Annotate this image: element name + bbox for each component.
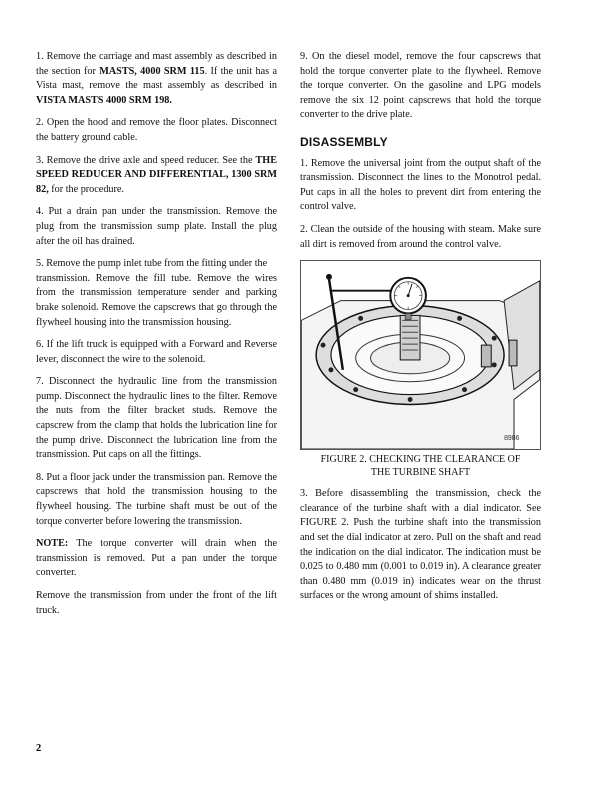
step-7-paragraph: 7. Disconnect the hydraulic line from the transmission pump. Disconnect the hydraulic lines to the filter. Remove the nuts from the filter bracket studs. Remove the capscrew from the clamp that holds the lubrication line for the pump drive. Disconnect the lubrication line from the transmission. Put caps on all the fittings.: [36, 376, 277, 461]
note-text: The torque converter will drain when the transmission is removed. Put a pan under the torque converter.: [36, 538, 277, 579]
disassembly-heading: DISASSEMBLY: [300, 134, 388, 149]
step-1-text-cont: . If the unit has a Vista mast, remove the mast assembly as described in: [36, 65, 277, 92]
step-8-paragraph: 8. Put a floor jack under the transmission pan. Remove the capscrews that hold the transmission housing to the flywheel housing. The turbine shaft must be out of the torque converter before lowering the transmission.: [36, 471, 277, 527]
step-3-text: 3. Remove the drive axle and speed reducer. See the: [36, 154, 256, 166]
step-9-paragraph: 9. On the diesel model, remove the four capscrews that hold the torque converter plate to the flywheel. Remove the torque converter. On the gasoline and LPG models remove the six 12 point capscrews that hold the torque converter to the drive plate.: [300, 51, 541, 121]
step-3-reference: THE SPEED REDUCER AND DIFFERENTIAL, 1300 SRM 82,: [36, 154, 277, 195]
dial-indicator-drawing: [301, 261, 540, 449]
note-paragraph: [36, 537, 277, 581]
right-column: [300, 50, 541, 612]
disassembly-step-3: 3. Before disassembling the transmission, check the clearance of the turbine shaft with a dial indicator. See FIGURE 2. Push the turbine shaft into the transmission and set the dial indicator at zero. Pull on the shaft and read the indication on the dial indicator. The indication must be 0.025 to 0.480 mm (0.001 to 0.019 in). A clearance greater than 0.480 mm (0.019 in) indicates wear on the thrust surfaces or the wrong amount of shims installed.: [300, 488, 541, 602]
figure-id-label: 8986: [504, 435, 520, 443]
step-3-paragraph: [36, 154, 277, 198]
step-2-paragraph: 2. Open the hood and remove the floor plates. Disconnect the battery ground cable.: [36, 117, 277, 143]
figure-2-caption: [300, 454, 541, 479]
final-step-paragraph: Remove the transmission from under the front of the lift truck.: [36, 590, 277, 616]
figure-2-illustration: [300, 260, 541, 450]
left-column: [36, 50, 277, 626]
note-label: NOTE:: [36, 538, 69, 550]
step-3-text-cont: for the procedure.: [48, 183, 124, 195]
step-5-paragraph: [36, 257, 277, 330]
step-1-reference-masts: MASTS, 4000 SRM 115: [99, 65, 205, 77]
step-1-text: 1. Remove the carriage and mast assembly as described in the section for: [36, 51, 277, 77]
step-4-paragraph: 4. Put a drain pan under the transmission. Remove the plug from the transmission sump plate. Install the plug after the oil has drained.: [36, 206, 277, 247]
step-1-reference-vista: VISTA MASTS 4000 SRM 198.: [36, 94, 172, 106]
figure-caption-line-1: FIGURE 2. CHECKING THE CLEARANCE OF: [320, 454, 521, 466]
disassembly-step-1: 1. Remove the universal joint from the output shaft of the transmission. Disconnect the lines to the Monotrol pedal. Put caps in all the holes to prevent dirt from entering the control valve.: [300, 157, 541, 213]
step-5-text: transmission. Remove the fill tube. Remove the wires from the transmission temperature sender and parking brake solenoid. Remove the capscrews that go through the flywheel housing into the transmission housing.: [36, 272, 277, 328]
step-6-paragraph: 6. If the lift truck is equipped with a Forward and Reverse lever, disconnect the wire to the solenoid.: [36, 339, 277, 365]
disassembly-step-2: 2. Clean the outside of the housing with steam. Make sure all dirt is removed from around the control valve.: [300, 223, 541, 250]
page-number: 2: [36, 743, 42, 754]
step-5-text-line1: 5. Remove the pump inlet tube from the fitting under the: [36, 258, 268, 270]
step-1-paragraph: [36, 50, 277, 108]
figure-caption-line-2: THE TURBINE SHAFT: [370, 466, 471, 478]
